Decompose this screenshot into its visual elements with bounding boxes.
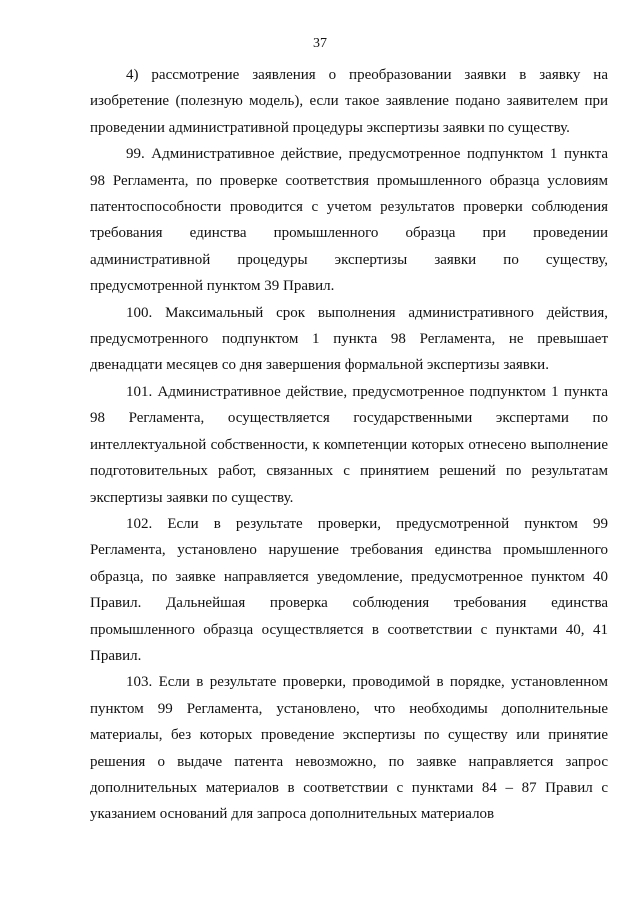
- paragraph-101: 101. Административное действие, предусмотренное подпунктом 1 пункта 98 Регламента, осуществляется государственными экспертами по интеллектуальной собственности, к компетенции которых отнесено выполнение подготовительных работ, связанных с принятием решений по результатам экспертизы заявки по существу.: [90, 383, 608, 506]
- document-body: [90, 62, 608, 828]
- paragraph-99: 99. Административное действие, предусмотренное подпунктом 1 пункта 98 Регламента, по проверке соответствия промышленного образца условиям патентоспособности проводится с учетом результатов проверки соблюдения требования единства промышленного образца при проведении административной процедуры экспертизы заявки по существу, предусмотренной пунктом 39 Правил.: [90, 146, 608, 295]
- paragraph-100: 100. Максимальный срок выполнения административного действия, предусмотренного подпунктом 1 пункта 98 Регламента, не превышает двенадцати месяцев со дня завершения формальной экспертизы заявки.: [90, 304, 608, 374]
- paragraph-item-4: 4) рассмотрение заявления о преобразовании заявки в заявку на изобретение (полезную модель), если такое заявление подано заявителем при проведении административной процедуры экспертизы заявки по существу.: [90, 67, 608, 136]
- page-number: 37: [313, 36, 327, 51]
- paragraph-102: 102. Если в результате проверки, предусмотренной пунктом 99 Регламента, установлено нарушение требования единства промышленного образца, по заявке направляется уведомление, предусмотренное пунктом 40 Правил. Дальнейшая проверка соблюдения требования единства промышленного образца осуществляется в соответствии с пунктами 40, 41 Правил.: [90, 515, 608, 664]
- paragraph-103: 103. Если в результате проверки, проводимой в порядке, установленном пунктом 99 Регламента, установлено, что необходимы дополнительные материалы, без которых проведение экспертизы по существу или принятие решения о выдаче патента невозможно, по заявке направляется запрос дополнительных материалов в соответствии с пунктами 84 – 87 Правил с указанием оснований для запроса дополнительных материалов: [90, 674, 608, 823]
